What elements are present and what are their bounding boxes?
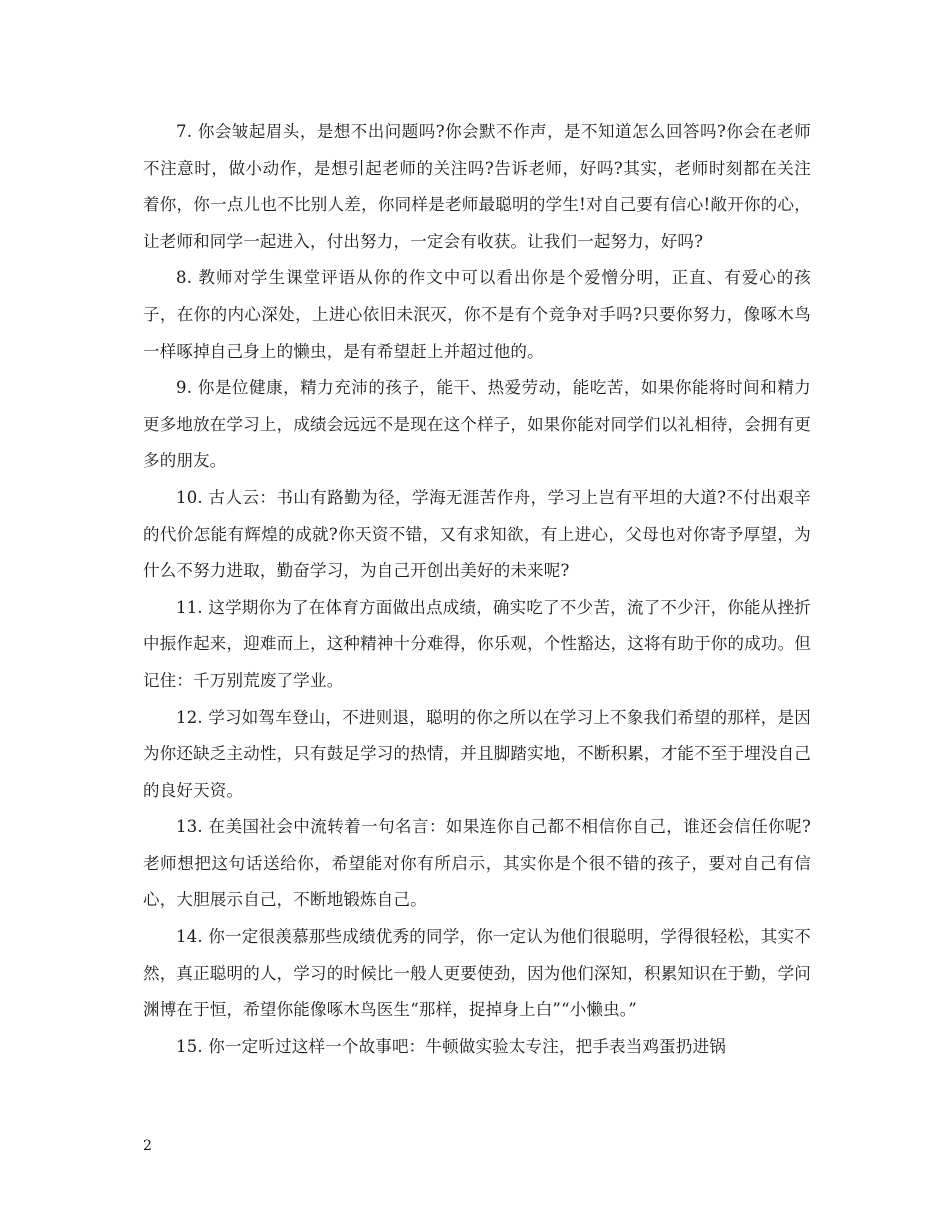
paragraph-11: 11. 这学期你为了在体育方面做出点成绩，确实吃了不少苦，流了不少汗，你能从挫折中振作起来，迎难而上，这种精神十分难得，你乐观，个性豁达，这将有助于你的成功。但记住：千万别荒废了学业。 <box>143 597 811 690</box>
paragraph-13: 13. 在美国社会中流转着一句名言：如果连你自己都不相信你自己，谁还会信任你呢?老师想把这句话送给你，希望能对你有所启示，其实你是个很不错的孩子，要对自己有信心，大胆展示自己，不断地锻炼自己。 <box>143 817 811 910</box>
paragraph-14: 14. 你一定很羡慕那些成绩优秀的同学，你一定认为他们很聪明，学得很轻松，其实不然，真正聪明的人，学习的时候比一般人更要使劲，因为他们深知，积累知识在于勤，学问渊博在于恒，希望你能像啄木鸟医生“那样，捉掉身上白”“小懒虫。” <box>143 927 811 1020</box>
document-body <box>143 114 811 1065</box>
paragraph-9: 9. 你是位健康，精力充沛的孩子，能干、热爱劳动，能吃苦，如果你能将时间和精力更多地放在学习上，成绩会远远不是现在这个样子，如果你能对同学们以礼相待，会拥有更多的朋友。 <box>143 378 811 471</box>
page-number: 2 <box>143 1138 152 1154</box>
paragraph-7: 7. 你会皱起眉头，是想不出问题吗?你会默不作声，是不知道怎么回答吗?你会在老师不注意时，做小动作，是想引起老师的关注吗?告诉老师，好吗?其实，老师时刻都在关注着你，你一点儿也不比别人差，你同样是老师最聪明的学生!对自己要有信心!敞开你的心，让老师和同学一起进入，付出努力，一定会有收获。让我们一起努力，好吗? <box>143 122 811 251</box>
paragraph-8: 8. 教师对学生课堂评语从你的作文中可以看出你是个爱憎分明，正直、有爱心的孩子，在你的内心深处，上进心依旧未泯灭，你不是有个竞争对手吗?只要你努力，像啄木鸟一样啄掉自己身上的懒虫，是有希望赶上并超过他的。 <box>143 268 811 361</box>
paragraph-15: 15. 你一定听过这样一个故事吧：牛顿做实验太专注，把手表当鸡蛋扔进锅 <box>176 1036 726 1056</box>
paragraph-12: 12. 学习如驾车登山，不进则退，聪明的你之所以在学习上不象我们希望的那样，是因为你还缺乏主动性，只有鼓足学习的热情，并且脚踏实地，不断积累，才能不至于埋没自己的良好天资。 <box>143 707 811 800</box>
paragraph-10: 10. 古人云：书山有路勤为径，学海无涯苦作舟，学习上岂有平坦的大道?不付出艰辛的代价怎能有辉煌的成就?你天资不错，又有求知欲，有上进心，父母也对你寄予厚望，为什么不努力进取，勤奋学习，为自己开创出美好的未来呢? <box>143 487 811 581</box>
